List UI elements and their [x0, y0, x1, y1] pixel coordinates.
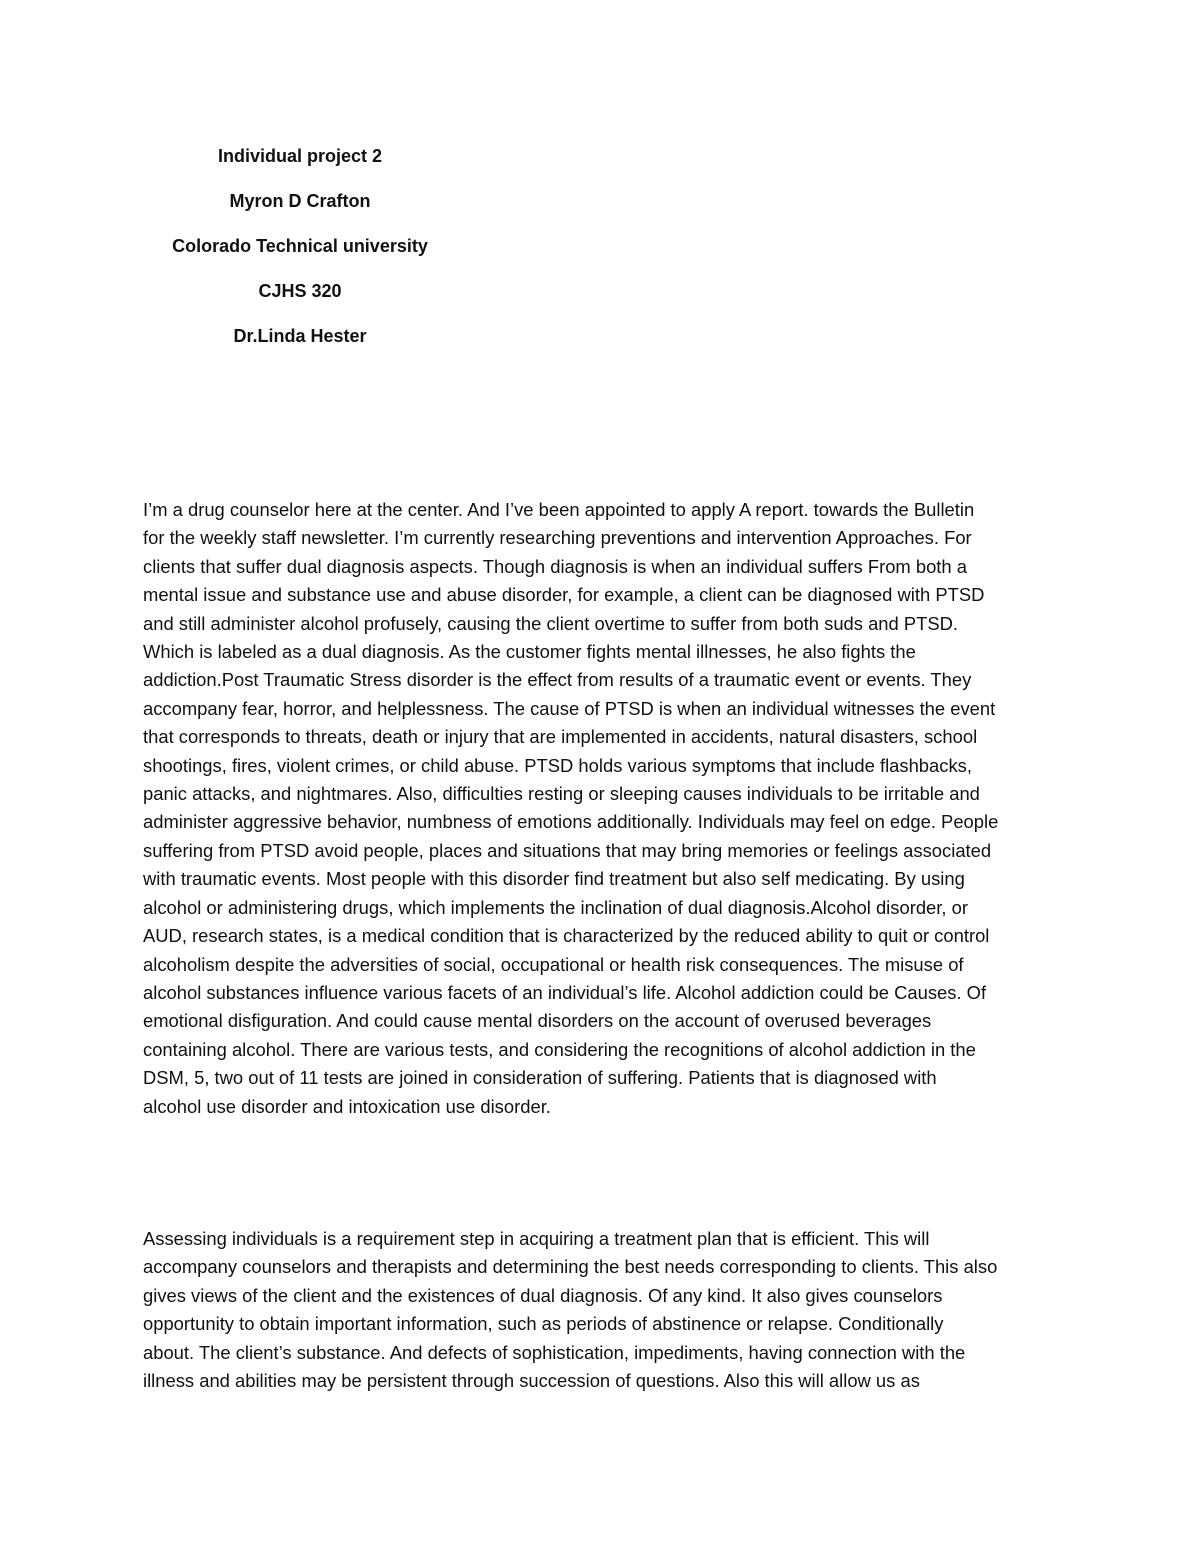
paragraph-line: Which is labeled as a dual diagnosis. As the customer fights mental illnesses, he also fights the: [143, 641, 916, 663]
paragraph-line: clients that suffer dual diagnosis aspects. Though diagnosis is when an individual suffers From both a: [143, 555, 967, 577]
instructor-name: Dr.Linda Hester: [233, 326, 367, 346]
paragraph-line: mental issue and substance use and abuse disorder, for example, a client can be diagnosed with PTSD: [143, 584, 985, 606]
paragraph-line: DSM, 5, two out of 11 tests are joined in consideration of suffering. Patients that is diagnosed with: [143, 1067, 937, 1089]
document-title: Individual project 2: [217, 146, 383, 166]
paragraph-line: suffering from PTSD avoid people, places and situations that may bring memories or feelings associated: [143, 839, 992, 861]
body-paragraph-1: [143, 496, 1073, 1121]
paragraph-line: with traumatic events. Most people with this disorder find treatment but also self medicating. By using: [143, 868, 965, 890]
paragraph-line: alcohol or administering drugs, which implements the inclination of dual diagnosis.Alcohol disorder, or: [143, 896, 968, 918]
paragraph-line: alcohol use disorder and intoxication use disorder.: [143, 1095, 551, 1117]
paragraph-line: gives views of the client and the existences of dual diagnosis. Of any kind. It also gives counselors: [143, 1284, 943, 1306]
paragraph-line: about. The client’s substance. And defects of sophistication, impediments, having connection with the: [143, 1341, 966, 1363]
paragraph-line: that corresponds to threats, death or injury that are implemented in accidents, natural disasters, school: [143, 726, 978, 748]
paragraph-line: accompany counselors and therapists and determining the best needs corresponding to clients. This also: [143, 1256, 998, 1278]
course-code: CJHS 320: [258, 281, 342, 301]
paragraph-line: illness and abilities may be persistent through succession of questions. Also this will allow us as: [143, 1370, 920, 1392]
paragraph-line: and still administer alcohol profusely, causing the client overtime to suffer from both suds and PTSD.: [143, 612, 959, 634]
paragraph-line: AUD, research states, is a medical condition that is characterized by the reduced ability to quit or control: [143, 925, 990, 947]
paragraph-line: accompany fear, horror, and helplessness. The cause of PTSD is when an individual witnesses the event: [143, 697, 996, 719]
paragraph-line: emotional disfiguration. And could cause mental disorders on the account of overused beverages: [143, 1010, 932, 1032]
paragraph-line: alcohol substances influence various facets of an individual’s life. Alcohol addiction could be Causes. Of: [143, 981, 987, 1003]
author-name: Myron D Crafton: [229, 191, 371, 211]
title-block: [140, 143, 460, 368]
institution-name: Colorado Technical university: [172, 236, 428, 256]
paragraph-line: for the weekly staff newsletter. I’m currently researching preventions and intervention Approaches. For: [143, 527, 972, 549]
paragraph-line: administer aggressive behavior, numbness of emotions additionally. Individuals may feel on edge. People: [143, 811, 999, 833]
paragraph-line: panic attacks, and nightmares. Also, difficulties resting or sleeping causes individuals to be irritable and: [143, 783, 980, 805]
paragraph-line: alcoholism despite the adversities of social, occupational or health risk consequences. The misuse of: [143, 953, 964, 975]
paragraph-line: Assessing individuals is a requirement step in acquiring a treatment plan that is efficient. This will: [143, 1228, 930, 1249]
paragraph-line: opportunity to obtain important information, such as periods of abstinence or relapse. Conditionally: [143, 1313, 944, 1335]
paragraph-line: I’m a drug counselor here at the center. And I’ve been appointed to apply A report. towards the Bulletin: [143, 499, 975, 520]
paragraph-line: shootings, fires, violent crimes, or child abuse. PTSD holds various symptoms that include flashbacks,: [143, 754, 972, 776]
paragraph-line: addiction.Post Traumatic Stress disorder is the effect from results of a traumatic event or events. They: [143, 669, 972, 691]
body-paragraph-2: [143, 1225, 1073, 1395]
paragraph-line: containing alcohol. There are various tests, and considering the recognitions of alcohol addiction in the: [143, 1038, 976, 1060]
